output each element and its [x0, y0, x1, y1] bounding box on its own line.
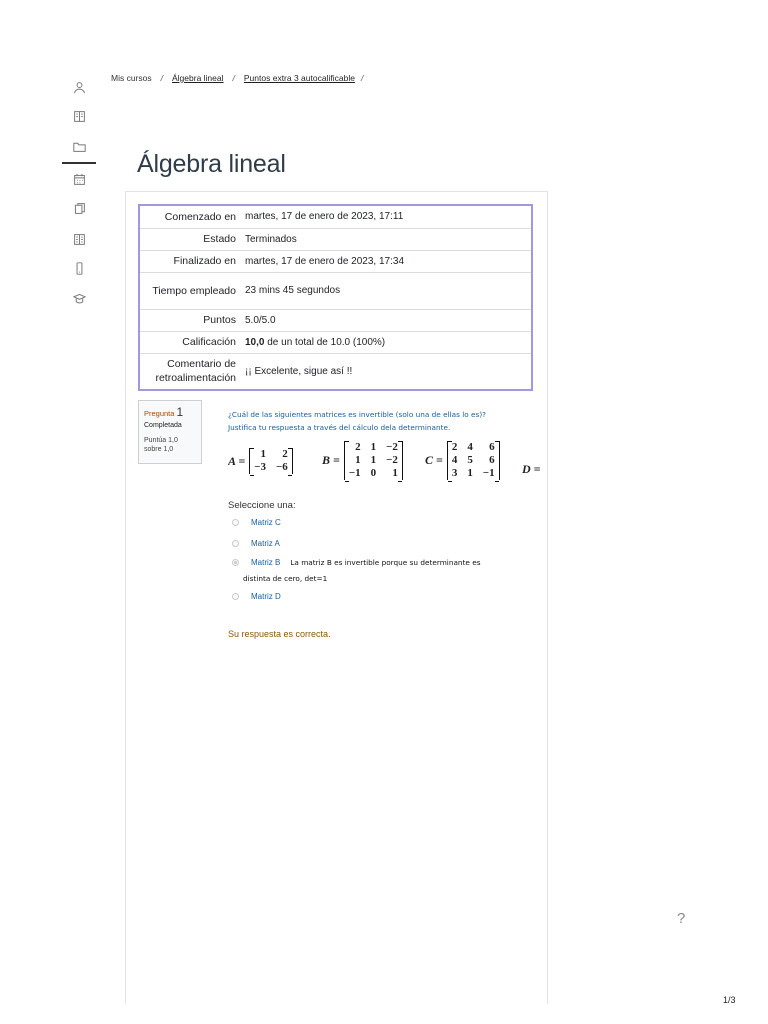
matrix-cell: 1: [392, 467, 398, 479]
matrix-cell: 6: [489, 441, 495, 453]
summary-row: [139, 331, 532, 353]
breadcrumb-course[interactable]: Álgebra lineal: [172, 73, 224, 83]
summary-label: Puntos: [139, 309, 241, 331]
option-label[interactable]: Matriz C: [251, 518, 281, 527]
option-explanation: distinta de cero, det=1: [243, 574, 328, 583]
breadcrumb-activity[interactable]: Puntos extra 3 autocalificable: [243, 73, 355, 83]
page-title: Álgebra lineal: [137, 149, 286, 178]
summary-value: martes, 17 de enero de 2023, 17:11: [245, 211, 404, 223]
user-icon[interactable]: [62, 77, 96, 97]
summary-label: Finalizado en: [139, 250, 241, 272]
matrix-cell: −6: [275, 461, 288, 473]
option-label[interactable]: Matriz D: [251, 592, 281, 601]
summary-value: Terminados: [241, 228, 532, 250]
breadcrumb: [111, 73, 372, 83]
mobile-icon[interactable]: [62, 258, 96, 278]
radio-button[interactable]: [232, 593, 239, 600]
question-number-value: 1: [176, 405, 184, 419]
breadcrumb-separator: /: [160, 73, 163, 83]
option-matriz-d[interactable]: [232, 592, 281, 601]
graduation-cap-icon[interactable]: [62, 288, 96, 308]
matrix-cell: 3: [451, 467, 458, 479]
option-label[interactable]: Matriz A: [251, 539, 280, 548]
question-text-line: Justifica tu respuesta a través del cálculo dela determinante.: [228, 423, 451, 432]
option-label[interactable]: Matriz B: [251, 558, 281, 567]
question-number: [144, 405, 196, 419]
question-text: [228, 408, 486, 434]
summary-row: [139, 250, 532, 272]
matrix-cell: 1: [370, 441, 377, 453]
radio-button-selected[interactable]: [232, 559, 239, 566]
option-matriz-c[interactable]: [232, 518, 281, 527]
question-info-box: [138, 400, 202, 464]
book-open-icon[interactable]: [62, 229, 96, 249]
matrix-cell: 1: [370, 454, 377, 466]
radio-button[interactable]: [232, 540, 239, 547]
matrices-image: [228, 440, 546, 482]
matrix-cell: 6: [489, 454, 495, 466]
matrix-a-name: A =: [228, 453, 246, 468]
summary-row: [139, 353, 532, 390]
matrix-cell: 1: [260, 448, 266, 460]
calendar-icon[interactable]: [62, 169, 96, 189]
matrix-cell: 0: [370, 467, 377, 479]
summary-label: Calificación: [139, 331, 241, 353]
matrix-cell: 4: [467, 441, 473, 453]
breadcrumb-home[interactable]: Mis cursos: [111, 73, 152, 83]
matrix-b: [322, 441, 403, 480]
breadcrumb-separator: /: [232, 73, 235, 83]
summary-label: Estado: [139, 228, 241, 250]
summary-label: Tiempo empleado: [139, 272, 241, 309]
summary-value: ¡¡ Excelente, sigue así !!: [241, 353, 532, 390]
matrix-cell: 1: [355, 454, 361, 466]
matrix-a: [228, 448, 293, 474]
radio-button[interactable]: [232, 519, 239, 526]
page-counter: 1/3: [723, 995, 736, 1005]
summary-row: [139, 309, 532, 331]
question-text-line: ¿Cuál de las siguientes matrices es invertible (solo una de ellas lo es)?: [228, 410, 487, 419]
active-indicator: [62, 162, 96, 164]
matrix-cell: 2: [451, 441, 458, 453]
matrix-d: [522, 462, 545, 477]
summary-label: Comentario de retroalimentación: [139, 353, 241, 390]
attempt-summary-table: [138, 204, 533, 391]
matrix-c-body: [447, 441, 500, 480]
matrix-cell: −1: [482, 467, 495, 479]
summary-value: 5.0/5.0: [241, 309, 532, 331]
summary-row: [139, 272, 532, 309]
option-explanation: La matriz B es invertible porque su determinante es: [290, 558, 481, 567]
book-icon[interactable]: [62, 106, 96, 126]
summary-value: martes, 17 de enero de 2023, 17:34: [241, 250, 532, 272]
summary-value: [241, 331, 532, 353]
grade-value: 10,0: [245, 336, 265, 348]
matrix-cell: 1: [467, 467, 473, 479]
summary-row: [139, 205, 532, 228]
matrix-cell: −1: [348, 467, 361, 479]
grade-total: de un total de 10.0 (100%): [264, 336, 386, 348]
question-grade: Puntúa 1,0 sobre 1,0: [144, 437, 178, 453]
matrix-cell: −2: [386, 441, 398, 453]
question-state: Completada: [144, 422, 182, 429]
copy-icon[interactable]: [62, 198, 96, 218]
question-label: Pregunta: [144, 409, 175, 418]
summary-value: 23 mins 45 segundos: [241, 272, 532, 309]
summary-label: Comenzado en: [164, 210, 236, 223]
matrix-cell: −2: [386, 454, 398, 466]
help-icon[interactable]: ?: [677, 910, 686, 927]
matrix-c-name: C =: [425, 453, 443, 467]
folder-icon[interactable]: [62, 136, 96, 156]
matrix-cell: 5: [467, 454, 473, 466]
option-matriz-a[interactable]: [232, 539, 280, 548]
summary-row: [139, 228, 532, 250]
matrix-c: [425, 441, 500, 480]
matrix-cell: −3: [254, 461, 266, 473]
breadcrumb-separator: /: [360, 73, 364, 83]
option-matriz-b[interactable]: [232, 558, 481, 567]
matrix-cell: 2: [355, 441, 361, 453]
feedback-text: Su respuesta es correcta.: [228, 629, 331, 639]
matrix-b-name: B =: [322, 453, 340, 467]
matrix-cell: 2: [282, 448, 288, 460]
matrix-a-body: [249, 448, 293, 474]
matrix-cell: 4: [451, 454, 458, 466]
select-one-prompt: Seleccione una:: [228, 500, 296, 511]
matrix-d-name: D =: [522, 462, 541, 476]
matrix-b-body: [344, 441, 403, 480]
